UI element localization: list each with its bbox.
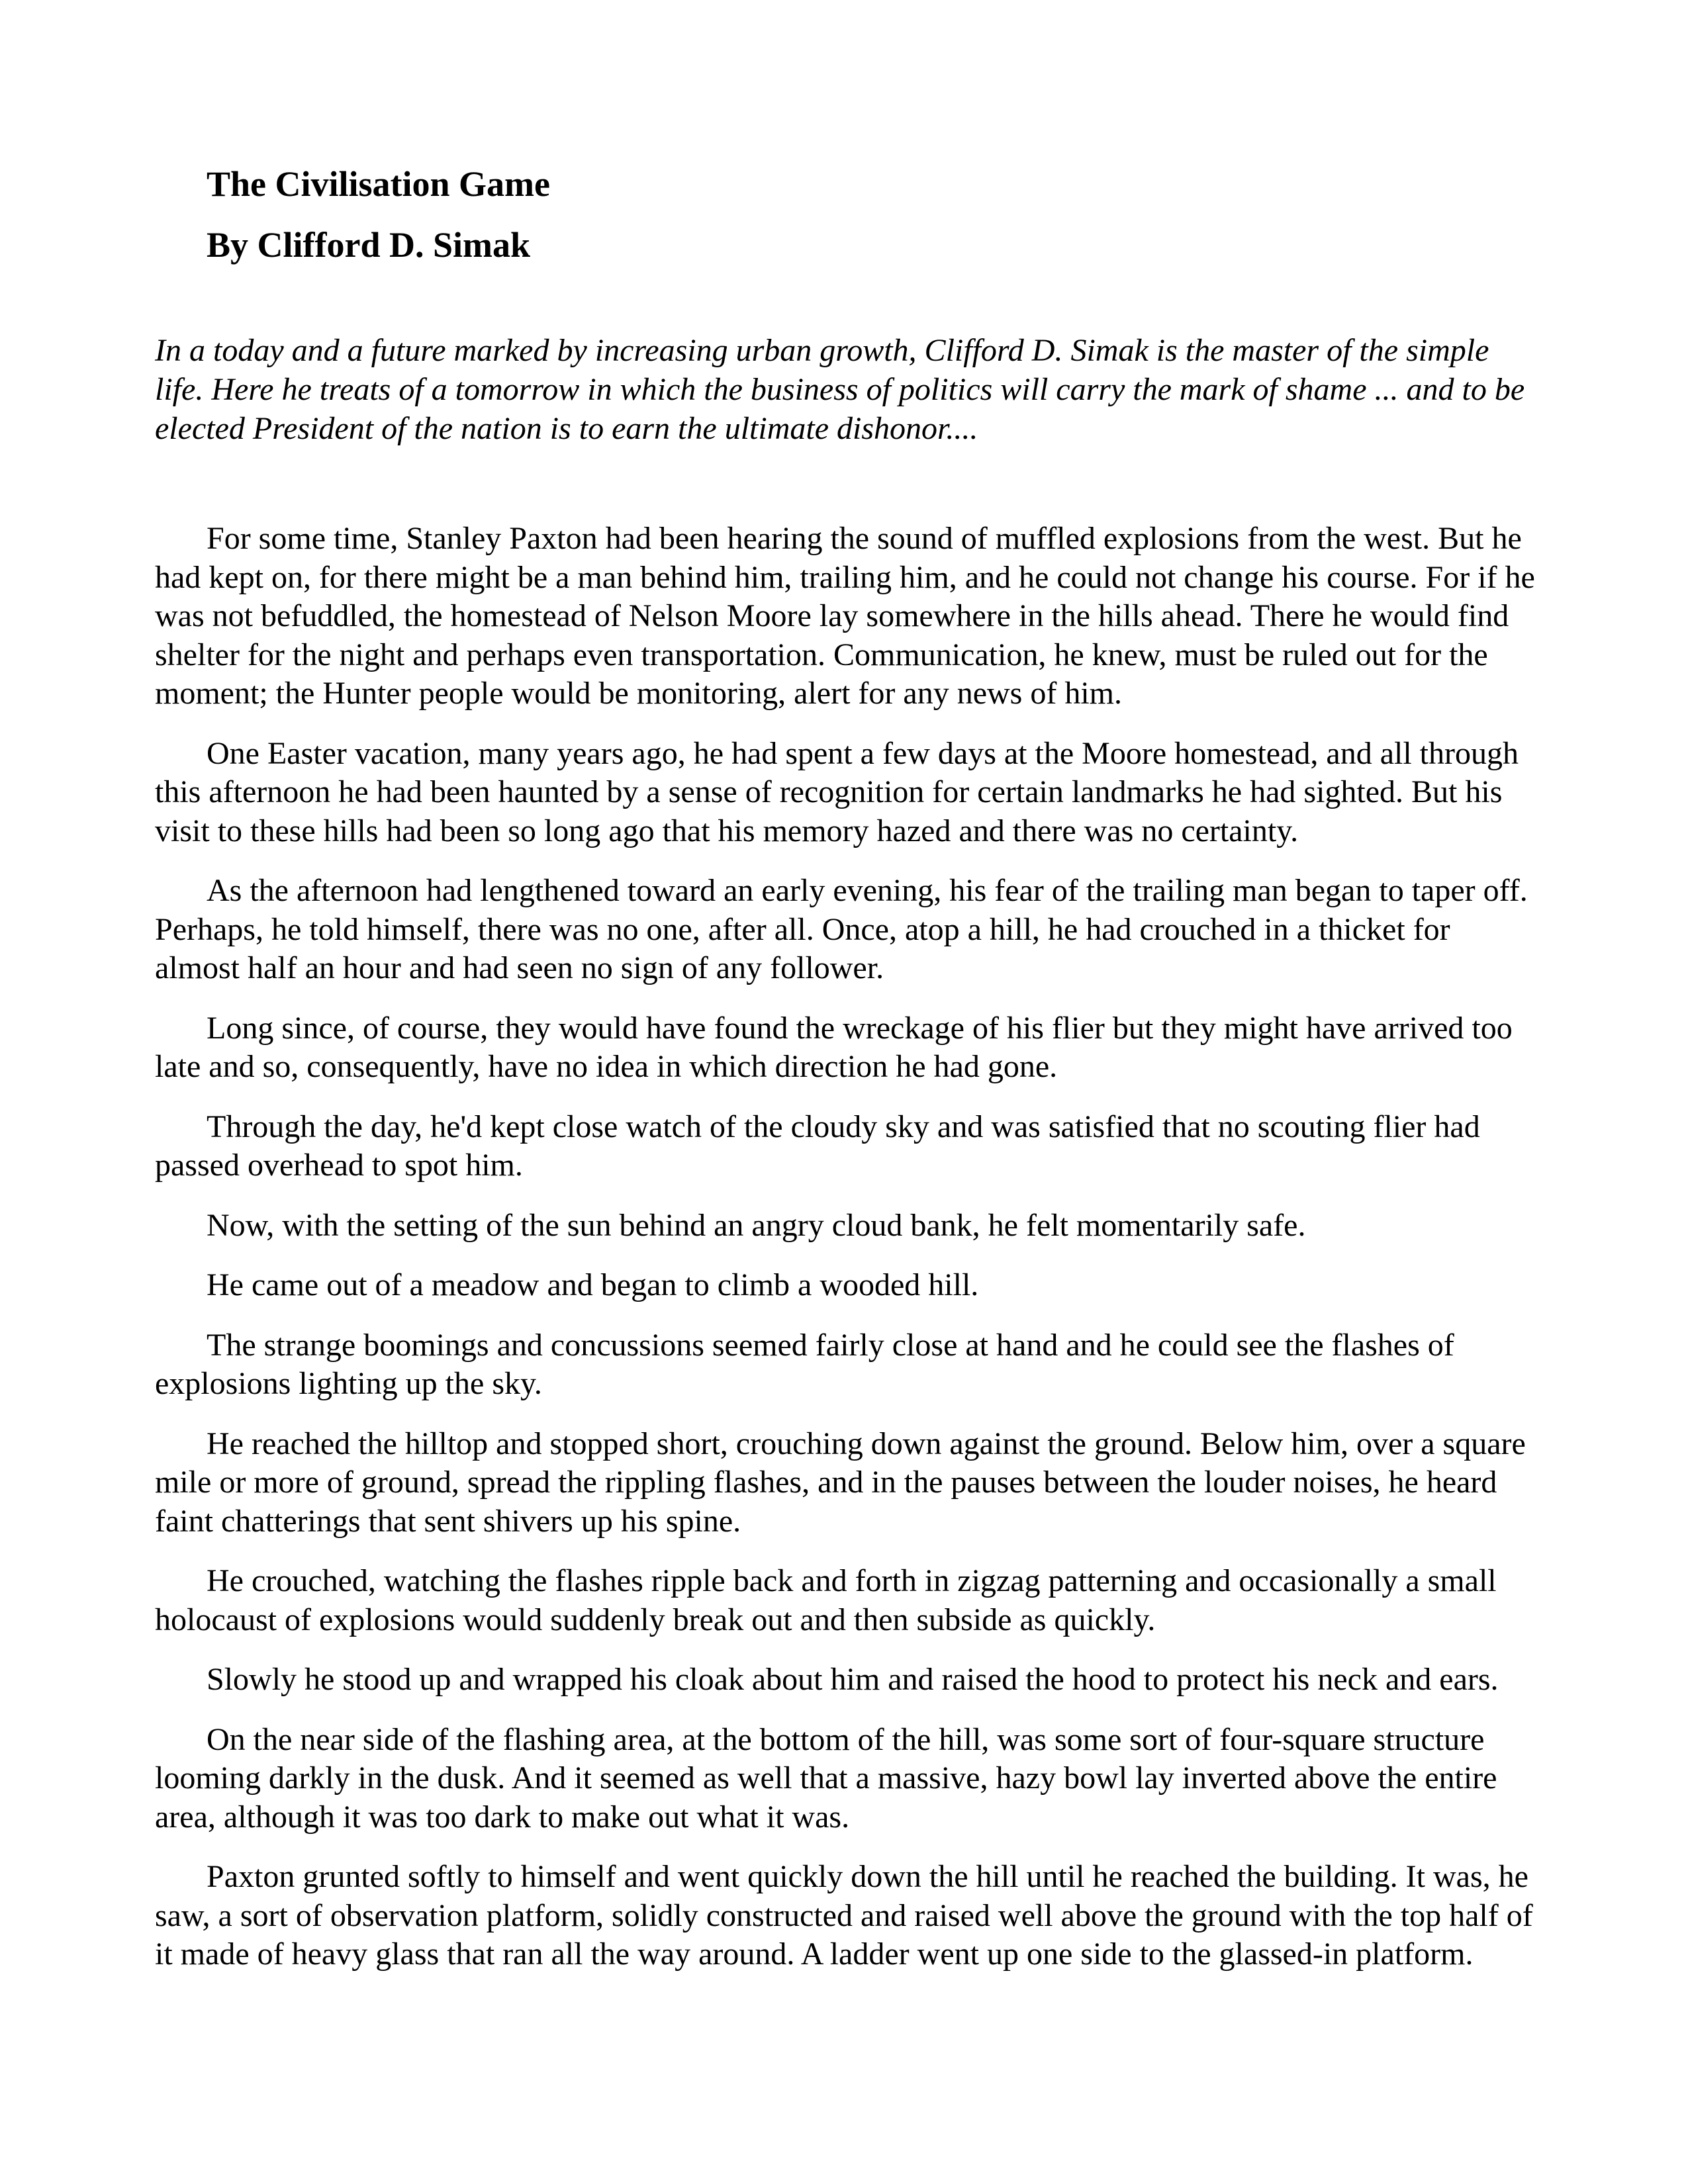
paragraph: Now, with the setting of the sun behind an angry cloud bank, he felt momentarily safe. <box>207 1207 1306 1243</box>
story-byline: By Clifford D. Simak <box>207 225 531 265</box>
paragraph: Paxton grunted softly to himself and went quickly down the hill until he reached the building. It was, he saw, a sort of observation platform, solidly constructed and raised well above the ground with the top half of it made of heavy glass that ran all the way around. A ladder went up one side to the glassed-in platform. <box>155 1859 1533 1972</box>
document-header <box>207 154 1464 275</box>
story-intro: In a today and a future marked by increasing urban growth, Clifford D. Simak is the master of the simple life. Here he treats of a tomorrow in which the business of politics will carry the mark of shame ... and to be elected President of the nation is to earn the ultimate dishonor.... <box>155 333 1525 446</box>
paragraph: For some time, Stanley Paxton had been hearing the sound of muffled explosions from the west. But he had kept on, for there might be a man behind him, trailing him, and he could not change his course. For if he was not befuddled, the homestead of Nelson Moore lay somewhere in the hills ahead. There he would find shelter for the night and perhaps even transportation. Communication, he knew, must be ruled out for the moment; the Hunter people would be monitoring, alert for any news of him. <box>155 521 1535 711</box>
paragraph: He crouched, watching the flashes ripple back and forth in zigzag patterning and occasionally a small holocaust of explosions would suddenly break out and then subside as quickly. <box>155 1563 1497 1637</box>
paragraph: He came out of a meadow and began to climb a wooded hill. <box>207 1267 979 1302</box>
paragraph: Slowly he stood up and wrapped his cloak about him and raised the hood to protect his neck and ears. <box>207 1662 1499 1697</box>
story-title: The Civilisation Game <box>207 164 551 204</box>
paragraph: As the afternoon had lengthened toward an early evening, his fear of the trailing man began to taper off. Perhaps, he told himself, there was no one, after all. Once, atop a hill, he had crouched in a thicket for almost half an hour and had seen no sign of any follower. <box>155 873 1528 985</box>
paragraph: The strange boomings and concussions seemed fairly close at hand and he could see the flashes of explosions lighting up the sky. <box>155 1327 1454 1401</box>
paragraph: He reached the hilltop and stopped short, crouching down against the ground. Below him, over a square mile or more of ground, spread the rippling flashes, and in the pauses between the louder noises, he heard faint chatterings that sent shivers up his spine. <box>155 1426 1526 1539</box>
paragraph: On the near side of the flashing area, at the bottom of the hill, was some sort of four-square structure looming darkly in the dusk. And it seemed as well that a massive, hazy bowl lay inverted above the entire area, although it was too dark to make out what it was. <box>155 1721 1497 1835</box>
paragraph: Through the day, he'd kept close watch of the cloudy sky and was satisfied that no scouting flier had passed overhead to spot him. <box>155 1109 1480 1183</box>
paragraph: One Easter vacation, many years ago, he had spent a few days at the Moore homestead, and all through this afternoon he had been haunted by a sense of recognition for certain landmarks he had sighted. But his visit to these hills had been so long ago that his memory hazed and there was no certainty. <box>155 735 1519 848</box>
story-body <box>155 520 1538 1995</box>
paragraph: Long since, of course, they would have found the wreckage of his flier but they might have arrived too late and so, consequently, have no idea in which direction he had gone. <box>155 1010 1513 1084</box>
